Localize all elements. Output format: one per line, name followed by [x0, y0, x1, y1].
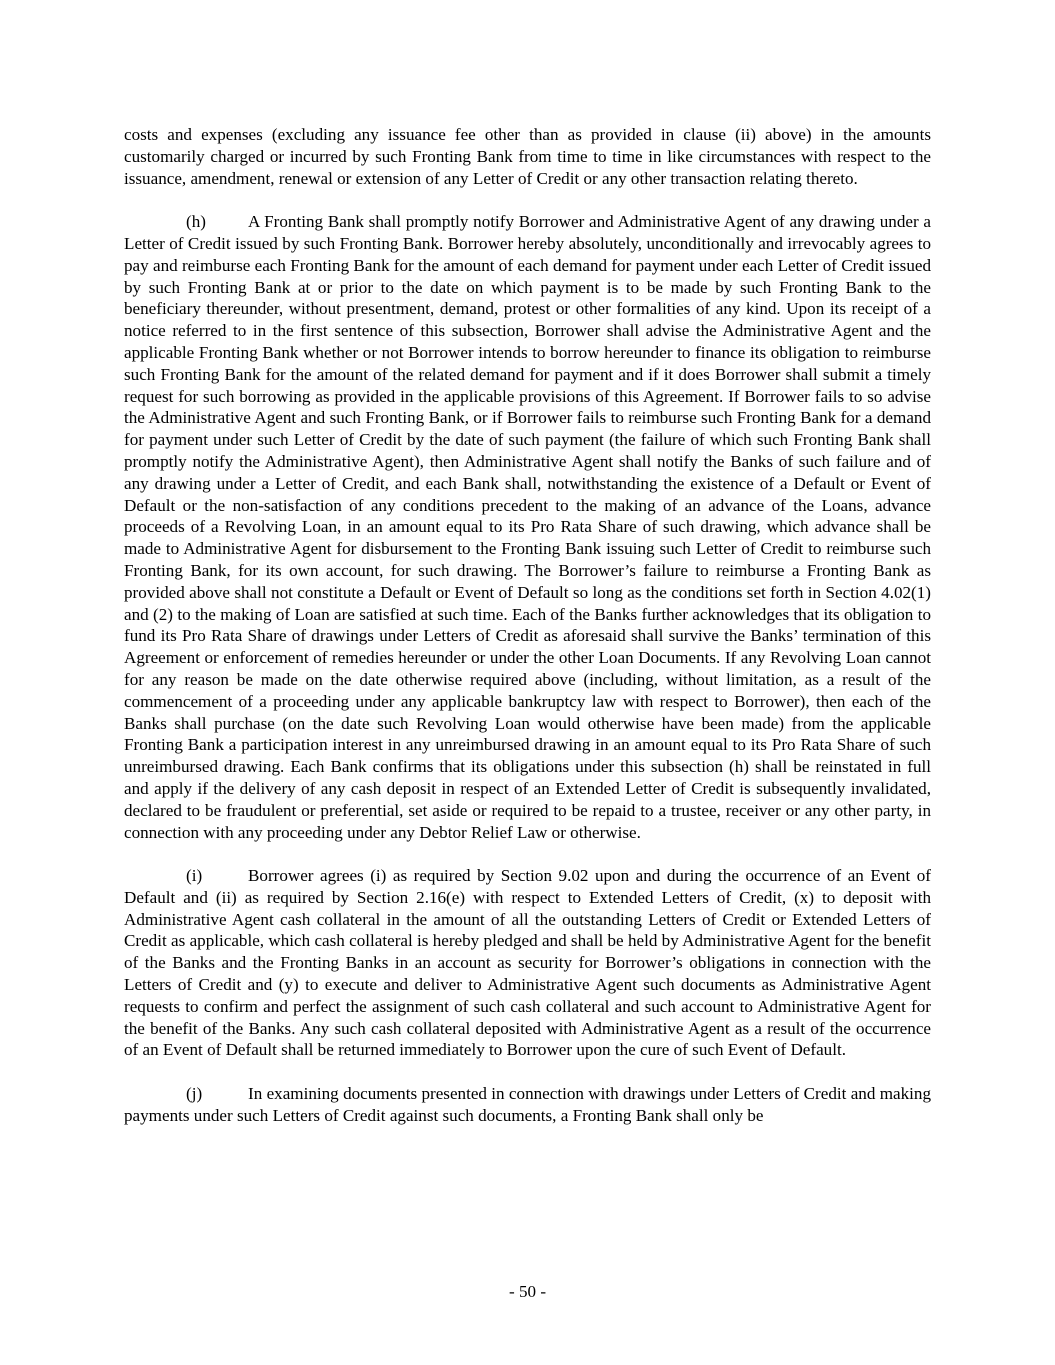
document-body — [124, 124, 931, 1148]
clause-h — [124, 211, 931, 843]
clause-text: Borrower agrees (i) as required by Section 9.02 upon and during the occurrence of an Event of Default and (ii) as required by Section 2.16(e) with respect to Extended Letters of Credit, (x) to deposit with Administrative Agent cash collateral in the amount of all the outstanding Letters of Credit or Extended Letters of Credit as applicable, which cash collateral is hereby pledged and shall be held by Administrative Agent for the benefit of the Banks and the Fronting Banks in an account as security for Borrower’s obligations in connection with the Letters of Credit and (y) to execute and deliver to Administrative Agent such documents as Administrative Agent requests to confirm and perfect the assignment of such cash collateral and such account to Administrative Agent for the benefit of the Banks. Any such cash collateral deposited with Administrative Agent as a result of the occurrence of an Event of Default shall be returned immediately to Borrower upon the cure of such Event of Default. — [124, 866, 931, 1060]
page-number: - 50 - — [508, 1282, 547, 1301]
paragraph-continuation — [124, 124, 931, 189]
clause-number: (j) — [186, 1084, 203, 1104]
clause-i — [124, 865, 931, 1061]
clause-number: (i) — [186, 866, 203, 886]
clause-text: A Fronting Bank shall promptly notify Borrower and Administrative Agent of any drawing under a Letter of Credit issued by such Fronting Bank. Borrower hereby absolutely, unconditionally and irrevocably agrees to pay and reimburse each Fronting Bank for the amount of each demand for payment under each Letter of Credit issued by such Fronting Bank at or prior to the date on which payment is to be made by such Fronting Bank to the beneficiary thereunder, without presentment, demand, protest or other formalities of any kind. Upon its receipt of a notice referred to in the first sentence of this subsection, Borrower shall advise the Administrative Agent and the applicable Fronting Bank whether or not Borrower intends to borrow hereunder to finance its obligation to reimburse such Fronting Bank for the amount of the related demand for payment and if it does Borrower shall submit a timely request for such borrowing as provided in the applicable provisions of this Agreement. If Borrower fails to so advise the Administrative Agent and such Fronting Bank, or if Borrower fails to reimburse such Fronting Bank for a demand for payment under such Letter of Credit by the date of such payment (the failure of which such Fronting Bank shall promptly notify the Administrative Agent), then Administrative Agent shall notify the Banks of such failure and of any drawing under a Letter of Credit, and each Bank shall, notwithstanding the existence of a Default or Event of Default or the non-satisfaction of any conditions precedent to the making of an advance of the Loans, advance proceeds of a Revolving Loan, in an amount equal to its Pro Rata Share of such drawing, which advance shall be made to Administrative Agent for disbursement to the Fronting Bank issuing such Letter of Credit to reimburse such Fronting Bank, for its own account, for such drawing. The Borrower’s failure to reimburse a Fronting Bank as provided above shall not constitute a Default or Event of Default so long as the conditions set forth in Section 4.02(1) and (2) to the making of Loan are satisfied at such time. Each of the Banks further acknowledges that its obligation to fund its Pro Rata Share of drawings under Letters of Credit as aforesaid shall survive the Banks’ termination of this Agreement or enforcement of remedies hereunder or under the other Loan Documents. If any Revolving Loan cannot for any reason be made on the date otherwise required above (including, without limitation, as a result of the commencement of a proceeding under any applicable bankruptcy law with respect to Borrower), then each of the Banks shall purchase (on the date such Revolving Loan would otherwise have been made) from the applicable Fronting Bank a participation interest in any unreimbursed drawing in an amount equal to its Pro Rata Share of such unreimbursed drawing. Each Bank confirms that its obligations under this subsection (h) shall be reinstated in full and apply if the delivery of any cash deposit in respect of an Extended Letter of Credit is subsequently invalidated, declared to be fraudulent or preferential, set aside or required to be repaid to a trustee, receiver or any other party, in connection with any proceeding under any Debtor Relief Law or otherwise. — [124, 212, 931, 842]
clause-j — [124, 1083, 931, 1127]
clause-text: In examining documents presented in connection with drawings under Letters of Credit and making payments under such Letters of Credit against such documents, a Fronting Bank shall only be — [124, 1084, 931, 1125]
paragraph-text: costs and expenses (excluding any issuance fee other than as provided in clause (ii) above) in the amounts customarily charged or incurred by such Fronting Bank from time to time in like circumstances with respect to the issuance, amendment, renewal or extension of any Letter of Credit or any other transaction relating thereto. — [124, 125, 931, 188]
clause-number: (h) — [186, 212, 206, 232]
